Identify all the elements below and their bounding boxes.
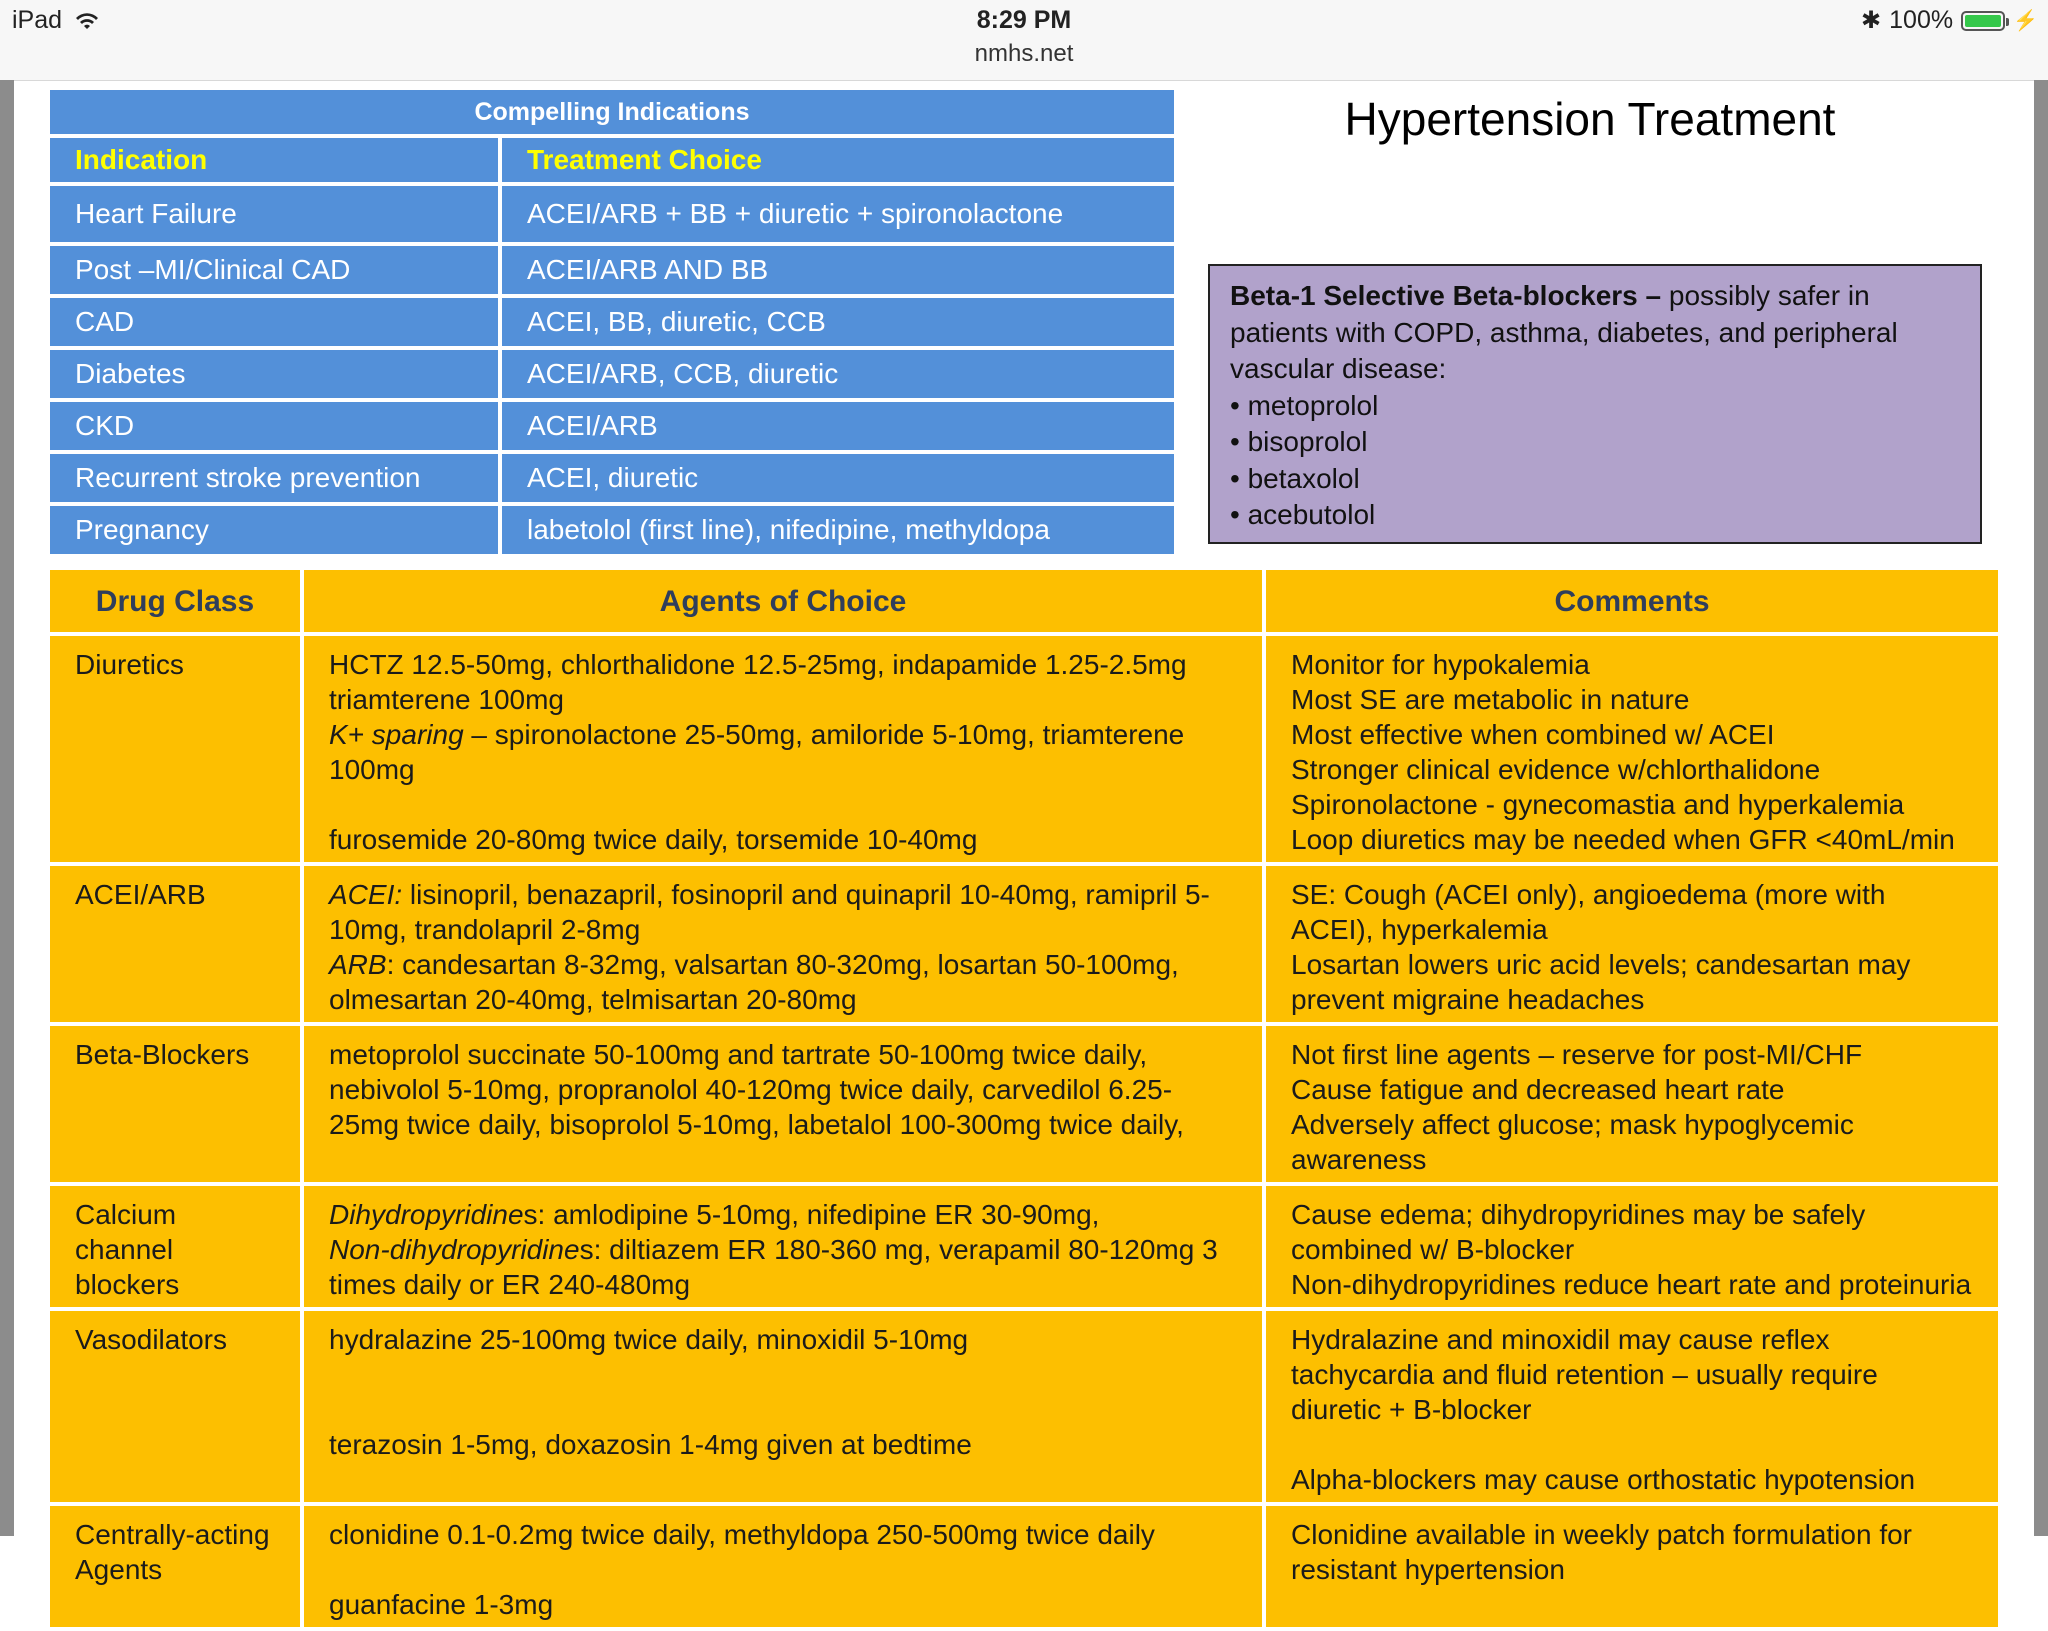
page-title: Hypertension Treatment: [1344, 93, 1836, 145]
treatment-cell: ACEI/ARB AND BB: [502, 246, 1174, 294]
comment-text: Hydralazine and minoxidil may cause reflex tachycardia and fluid retention – usually require diuretic + B-blocker: [1291, 1324, 1878, 1425]
compelling-indications-table: [50, 86, 1174, 558]
beta-note-text: possibly safer in patients with COPD, asthma, diabetes, and peripheral vascular disease:: [1230, 280, 1898, 384]
table-header-row: [50, 570, 1998, 632]
table-row: [50, 506, 1174, 554]
column-header: Agents of Choice: [304, 570, 1266, 632]
agents-text: triamterene 100mg: [329, 684, 565, 715]
agents-text: [329, 877, 1237, 947]
agents-text: terazosin 1-5mg, doxazosin 1-4mg given at bedtime: [329, 1429, 972, 1460]
comments-cell: Clonidine available in weekly patch formulation for resistant hypertension: [1266, 1506, 1998, 1627]
agents-text: clonidine 0.1-0.2mg twice daily, methyldopa 250-500mg twice daily: [329, 1519, 1155, 1550]
table-row: [50, 186, 1174, 242]
agents-text: hydralazine 25-100mg twice daily, minoxidil 5-10mg: [329, 1324, 969, 1355]
table-row: [50, 1506, 1998, 1627]
agents-text: : candesartan 8-32mg, valsartan 80-320mg, losartan 50-100mg, olmesartan 20-40mg, telmisartan 20-80mg: [329, 949, 1179, 1015]
list-item: • betaxolol: [1230, 461, 1960, 498]
table-row: [50, 402, 1174, 450]
agents-text: guanfacine 1-3mg: [329, 1589, 554, 1620]
comment-text: Loop diuretics may be needed when GFR <40mL/min: [1291, 824, 1955, 855]
agents-label: ACEI:: [329, 879, 403, 910]
treatment-cell: ACEI, diuretic: [502, 454, 1174, 502]
indication-cell: CKD: [50, 402, 502, 450]
table-title: Compelling Indications: [50, 90, 1174, 134]
comments-cell: [1266, 636, 1998, 862]
comment-text: Alpha-blockers may cause orthostatic hypotension: [1291, 1464, 1916, 1495]
agents-text: – spironolactone 25-50mg, amiloride 5-10mg, triamterene 100mg: [329, 719, 1185, 785]
indication-cell: Heart Failure: [50, 186, 502, 242]
beta-note-heading: Beta-1 Selective Beta-blockers –: [1230, 280, 1662, 311]
comment-text: SE: Cough (ACEI only), angioedema (more with ACEI), hyperkalemia: [1291, 879, 1886, 945]
treatment-cell: ACEI/ARB, CCB, diuretic: [502, 350, 1174, 398]
agents-text: [329, 1232, 1237, 1302]
drug-class-table: [50, 566, 1998, 1631]
agents-label: Non-dihydropyridine: [329, 1234, 580, 1265]
table-row: [50, 1186, 1998, 1307]
agents-text: s: amlodipine 5-10mg, nifedipine ER 30-90mg,: [523, 1199, 1100, 1230]
drug-class-cell: Centrally-acting Agents: [50, 1506, 304, 1627]
drug-class-cell: Calcium channel blockers: [50, 1186, 304, 1307]
comment-text: Non-dihydropyridines reduce heart rate and proteinuria: [1291, 1269, 1972, 1300]
agents-label: K+ sparing: [329, 719, 464, 750]
comment-text: Not first line agents – reserve for post-MI/CHF: [1291, 1039, 1863, 1070]
indication-cell: CAD: [50, 298, 502, 346]
drug-class-cell: Beta-Blockers: [50, 1026, 304, 1182]
column-header: Treatment Choice: [502, 138, 1174, 182]
agents-text: furosemide 20-80mg twice daily, torsemide 10-40mg: [329, 824, 978, 855]
agents-cell: [304, 866, 1266, 1022]
list-item: • metoprolol: [1230, 388, 1960, 425]
comment-text: Cause fatigue and decreased heart rate: [1291, 1074, 1785, 1105]
table-row: [50, 1026, 1998, 1182]
comments-cell: [1266, 1186, 1998, 1307]
comments-cell: [1266, 866, 1998, 1022]
agents-cell: metoprolol succinate 50-100mg and tartrate 50-100mg twice daily, nebivolol 5-10mg, propranolol 40-120mg twice daily, carvedilol 6.25-25mg twice daily, bisoprolol 5-10mg, labetalol 100-300mg twice daily,: [304, 1026, 1266, 1182]
column-header: Indication: [50, 138, 502, 182]
table-header-row: [50, 138, 1174, 182]
table-row: [50, 246, 1174, 294]
drug-class-cell: Vasodilators: [50, 1311, 304, 1502]
comment-text: Most effective when combined w/ ACEI: [1291, 719, 1775, 750]
treatment-cell: labetolol (first line), nifedipine, methyldopa: [502, 506, 1174, 554]
list-item: • acebutolol: [1230, 497, 1960, 534]
list-item: • bisoprolol: [1230, 424, 1960, 461]
agents-cell: [304, 636, 1266, 862]
agents-text: [329, 1197, 1237, 1232]
drug-class-cell: ACEI/ARB: [50, 866, 304, 1022]
status-bar: [0, 0, 2048, 81]
agents-text: s: diltiazem ER 180-360 mg, verapamil 80-120mg 3 times daily or ER 240-480mg: [329, 1234, 1218, 1300]
comment-text: Adversely affect glucose; mask hypoglycemic awareness: [1291, 1109, 1854, 1175]
comments-cell: [1266, 1026, 1998, 1182]
column-header: Drug Class: [50, 570, 304, 632]
agents-label: Dihydropyridine: [329, 1199, 524, 1230]
agents-text: lisinopril, benazapril, fosinopril and quinapril 10-40mg, ramipril 5-10mg, trandolapril 2-8mg: [329, 879, 1210, 945]
treatment-cell: ACEI/ARB + BB + diuretic + spironolactone: [502, 186, 1174, 242]
table-row: [50, 636, 1998, 862]
charging-icon: ⚡: [2013, 10, 2038, 32]
comment-text: Cause edema; dihydropyridines may be safely combined w/ B-blocker: [1291, 1199, 1866, 1265]
beta-blocker-note: [1208, 264, 1982, 544]
table-row: [50, 298, 1174, 346]
indication-cell: Post –MI/Clinical CAD: [50, 246, 502, 294]
table-row: [50, 866, 1998, 1022]
comment-text: Spironolactone - gynecomastia and hyperkalemia: [1291, 789, 1905, 820]
device-label: iPad: [12, 6, 63, 34]
treatment-cell: ACEI, BB, diuretic, CCB: [502, 298, 1174, 346]
table-row: [50, 350, 1174, 398]
agents-cell: [304, 1186, 1266, 1307]
beta-drug-list: [1230, 388, 1960, 534]
battery-icon: [1961, 11, 2005, 31]
comments-cell: [1266, 1311, 1998, 1502]
comment-text: Stronger clinical evidence w/chlorthalidone: [1291, 754, 1821, 785]
indication-cell: Diabetes: [50, 350, 502, 398]
battery-fill: [1965, 15, 2001, 27]
page-margin-left: [0, 80, 14, 1536]
column-header: Comments: [1266, 570, 1998, 632]
treatment-cell: ACEI/ARB: [502, 402, 1174, 450]
url-bar[interactable]: nmhs.net: [974, 40, 1074, 67]
indication-cell: Pregnancy: [50, 506, 502, 554]
bluetooth-icon: ✱: [1861, 7, 1882, 34]
drug-class-cell: Diuretics: [50, 636, 304, 862]
agents-cell: [304, 1506, 1266, 1627]
agents-label: ARB: [329, 949, 387, 980]
comment-text: Most SE are metabolic in nature: [1291, 684, 1690, 715]
indication-cell: Recurrent stroke prevention: [50, 454, 502, 502]
comment-text: Monitor for hypokalemia: [1291, 649, 1590, 680]
status-right: [1861, 6, 2038, 35]
page-margin-right: [2034, 80, 2048, 1536]
agents-text: HCTZ 12.5-50mg, chlorthalidone 12.5-25mg, indapamide 1.25-2.5mg: [329, 649, 1187, 680]
agents-text: [329, 947, 1237, 1017]
agents-text: [329, 717, 1237, 787]
table-row: [50, 454, 1174, 502]
status-time: 8:29 PM: [976, 6, 1072, 34]
agents-cell: [304, 1311, 1266, 1502]
table-row: [50, 1311, 1998, 1502]
table-title-row: [50, 90, 1174, 134]
battery-percent: 100%: [1889, 6, 1954, 34]
comment-text: Losartan lowers uric acid levels; candesartan may prevent migraine headaches: [1291, 949, 1911, 1015]
